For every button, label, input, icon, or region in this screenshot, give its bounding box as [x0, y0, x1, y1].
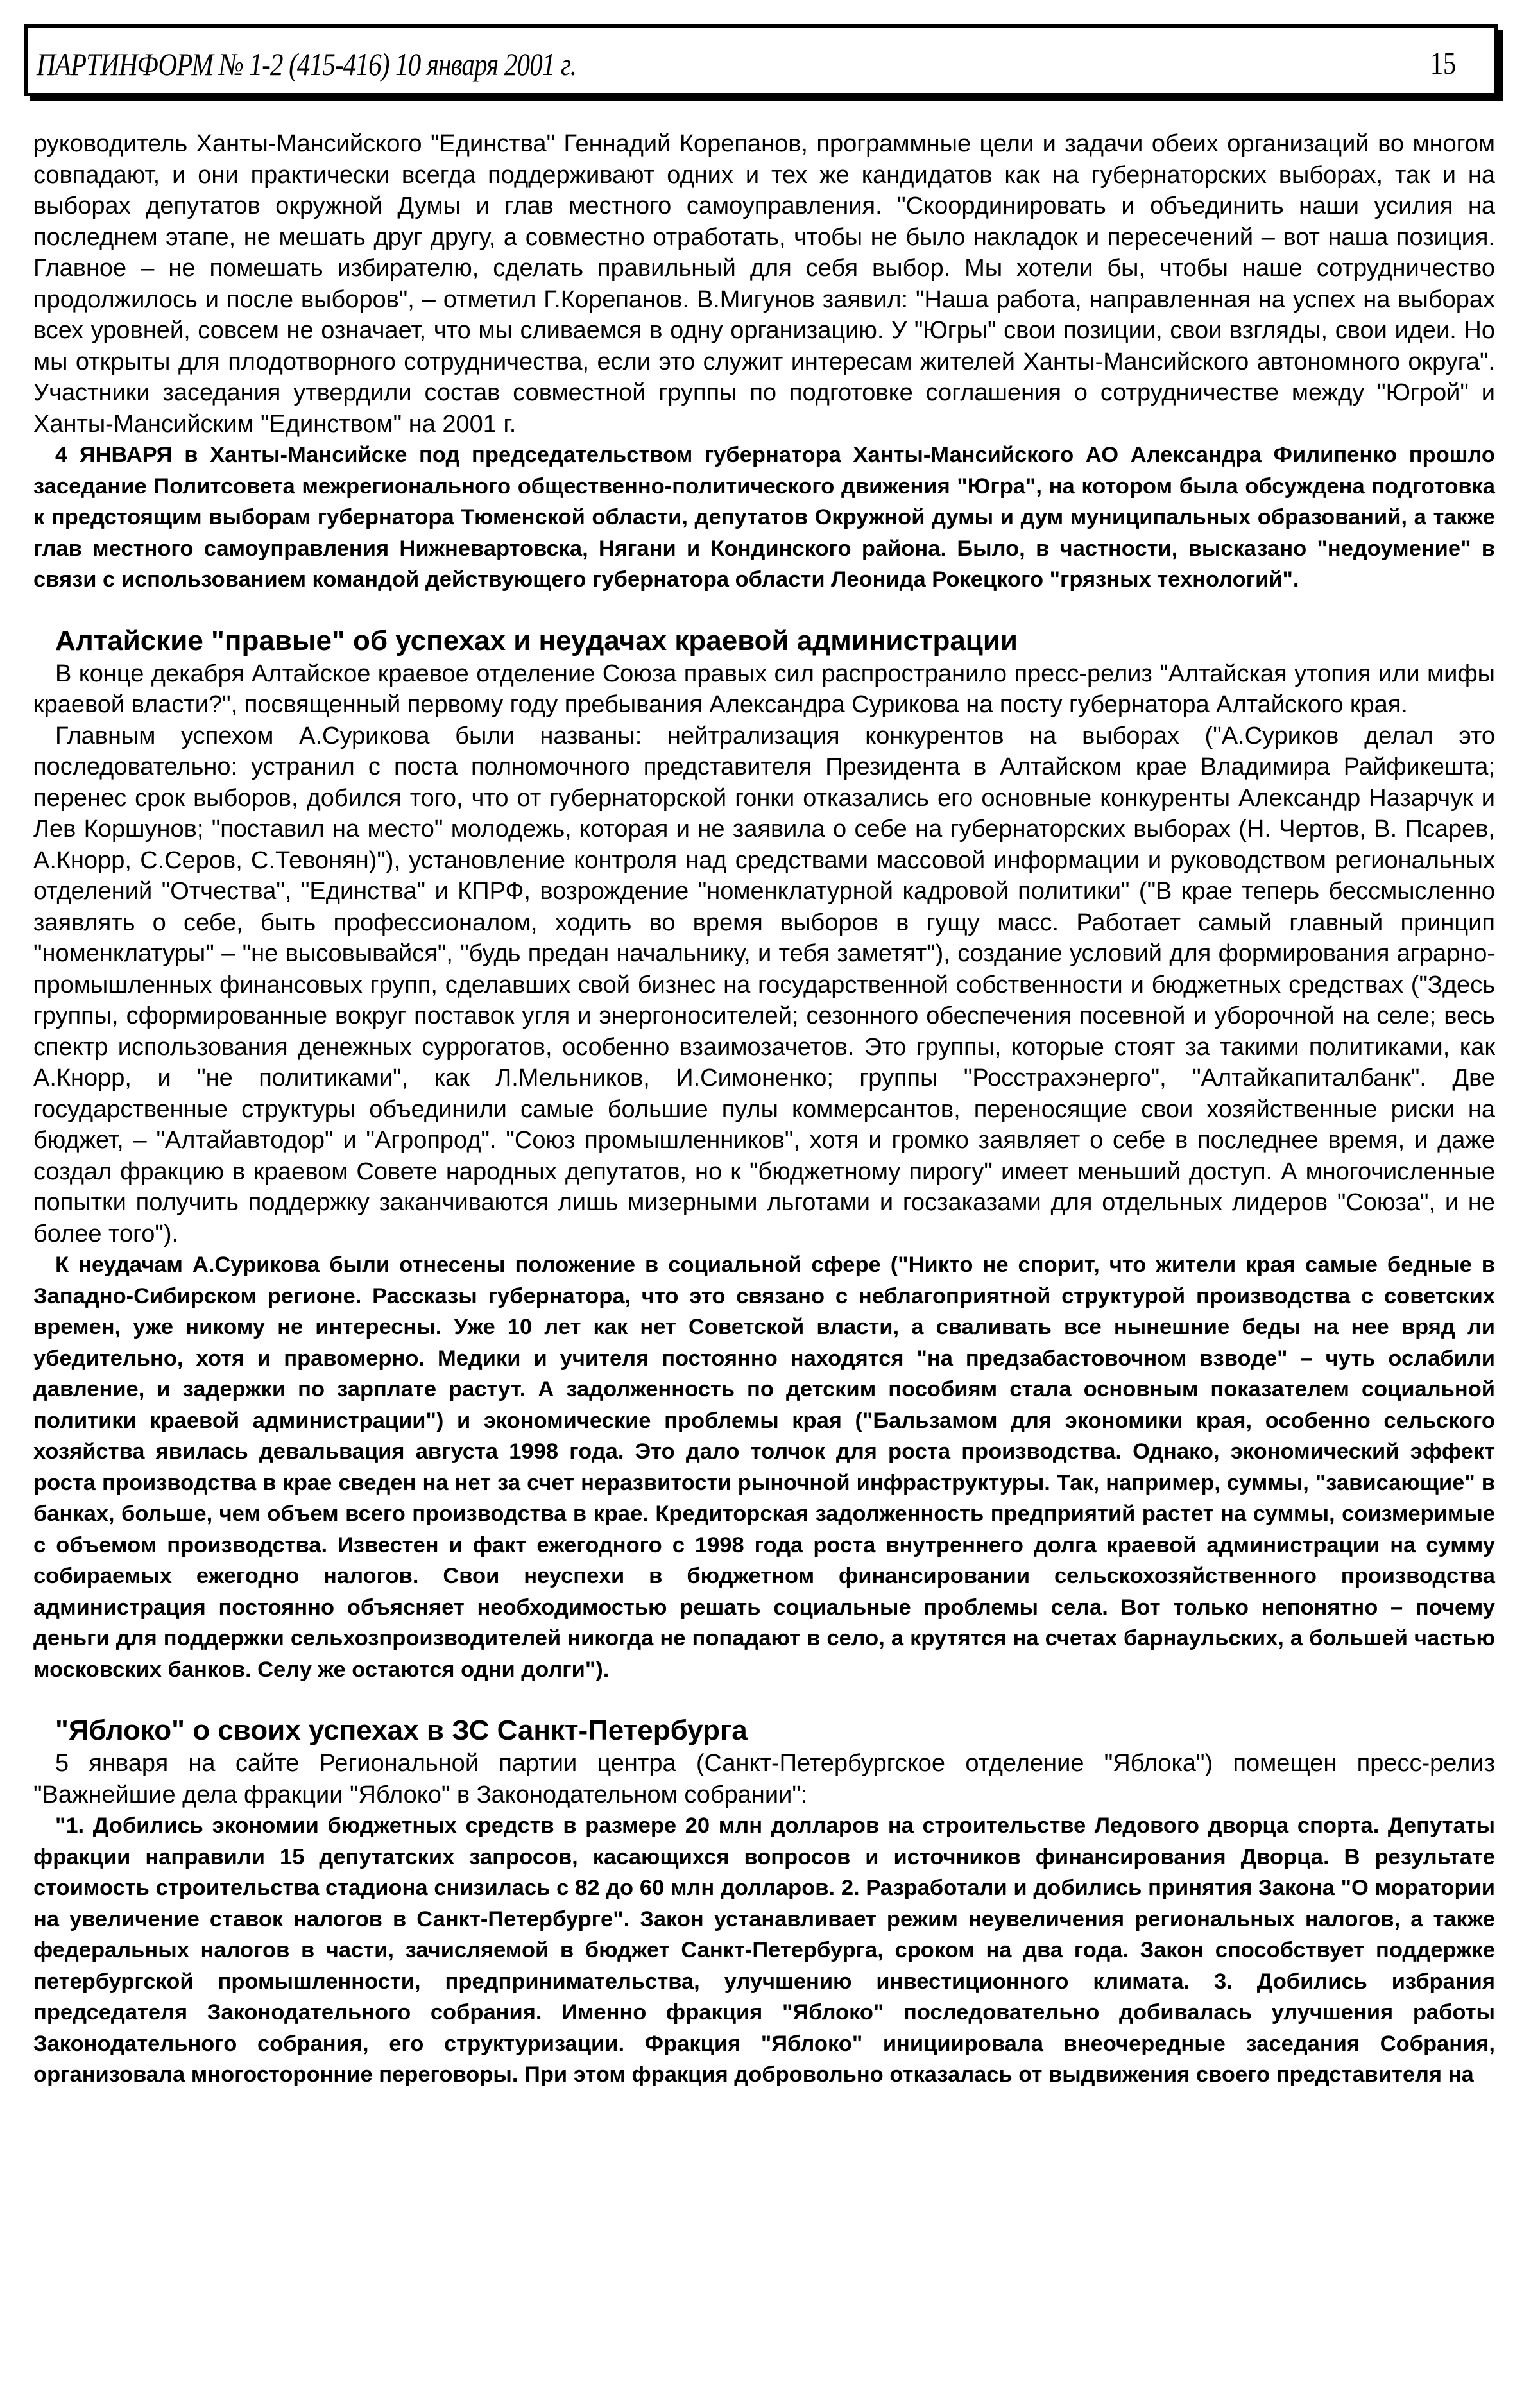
- page-number: 15: [1430, 45, 1456, 81]
- paragraph: Главным успехом А.Сурикова были названы: нейтрализация конкурентов на выборах ("А.Суриков делал это последовательно: устранил с поста полномочного представителя Президента в Алтайском крае Владимира Райфикешта; перенес срок выборов, добился того, что от губернаторской гонки отказались его основные конкуренты Александр Назарчук и Лев Коршунов; "поставил на место" молодежь, которая и не заявила о себе на губернаторских выборах (Н. Чертов, В. Псарев, А.Кнорр, С.Серов, С.Тевонян)"), установление контроля над средствами массовой информации и руководством региональных отделений "Отчества", "Единства" и КПРФ, возрождение "номенклатурной кадровой политики" ("В крае теперь бессмысленно заявлять о себе, быть профессионалом, ходить во время выборов в гущу масс. Работает самый главный принцип "номенклатуры" – "не высовывайся", "будь предан начальнику, и тебя заметят"), создание условий для формирования аграрно-промышленных финансовых групп, сделавших свой бизнес на государственной собственности и бюджетных средствах ("Здесь группы, сформированные вокруг поставок угля и энергоносителей; сезонного обеспечения посевной и уборочной на селе; весь спектр использования денежных суррогатов, особенно взаимозачетов. Это группы, которые стоят за такими политиками, как А.Кнорр, и "не политиками", как Л.Мельников, И.Симоненко; группы "Росстрахэнерго", "Алтайкапиталбанк". Две государственные структуры объединили самые большие пулы коммерсантов, переносящие свои хозяйственные риски на бюджет, – "Алтайавтодор" и "Агропрод". "Союз промышленников", хотя и громко заявляет о себе в последнее время, и даже создал фракцию в краевом Совете народных депутатов, но к "бюджетному пирогу" имеет меньший доступ. А многочисленные попытки получить поддержку заканчиваются лишь мизерными льготами и госзаказами для отдельных лидеров "Союза", и не более того").: [33, 722, 1495, 1247]
- paragraph-bold: 4 ЯНВАРЯ в Ханты-Мансийске под председательством губернатора Ханты-Мансийского АО Александра Филипенко прошло заседание Политсовета межрегионального общественно-политического движения "Югра", на котором была обсуждена подготовка к предстоящим выборам губернатора Тюменской области, депутатов Окружной думы и дум муниципальных образований, а также глав местного самоуправления Нижневартовска, Нягани и Кондинского района. Было, в частности, высказано "недоумение" в связи с использованием командой действующего губернатора области Леонида Рокецкого "грязных технологий".: [33, 443, 1495, 592]
- paragraph: В конце декабря Алтайское краевое отделение Союза правых сил распространило пресс-релиз "Алтайская утопия или мифы краевой власти?", посвященный первому году пребывания Александра Сурикова на посту губернатора Алтайского края.: [33, 660, 1495, 718]
- paragraph-bold: К неудачам А.Сурикова были отнесены положение в социальной сфере ("Никто не спорит, что жители края самые бедные в Западно-Сибирском регионе. Рассказы губернатора, что это связано с неблагоприятной структурой производства с советских времен, уже никому не интересны. Уже 10 лет как нет Советской власти, а сваливать все нынешние беды на нее вряд ли убедительно, хотя и правомерно. Медики и учителя постоянно находятся "на предзабастовочном взводе" – чуть ослабили давление, и задержки по зарплате растут. А задолженность по детским пособиям стала основным показателем социальной политики краевой администрации") и экономические проблемы края ("Бальзамом для экономики края, особенно сельского хозяйства явилась девальвация августа 1998 года. Это дало толчок для роста производства. Однако, экономический эффект роста производства в крае сведен на нет за счет неразвитости рыночной инфраструктуры. Так, например, суммы, "зависающие" в банках, больше, чем объем всего производства в крае. Кредиторская задолженность предприятий растет на суммы, соизмеримые с объемом производства. Известен и факт ежегодного с 1998 года роста внутреннего долга краевой администрации на сумму собираемых ежегодно налогов. Свои неуспехи в бюджетном финансировании сельскохозяйственного производства администрация постоянно объясняет необходимостью решать социальные проблемы села. Вот только непонятно – почему деньги для поддержки сельхозпроизводителей никогда не попадают в село, а крутятся на счетах барнаульских, а большей частью московских банков. Селу же остаются одни долги").: [33, 1253, 1495, 1682]
- heading-yabloko: "Яблоко" о своих успехах в ЗС Санкт-Петербурга: [55, 1715, 748, 1746]
- heading-altai: Алтайские "правые" об успехах и неудачах краевой администрации: [55, 624, 1018, 656]
- publication-title: ПАРТИНФОРМ № 1-2 (415-416) 10 января 2001 г.: [37, 46, 577, 82]
- paragraph: руководитель Ханты-Мансийского "Единства" Геннадий Корепанов, программные цели и задачи обеих организаций во многом совпадают, и они практически всегда поддерживают одних и тех же кандидатов как на губернаторских выборах, так и на выборах депутатов окружной Думы и глав местного самоуправления. "Скоординировать и объединить наши усилия на последнем этапе, не мешать друг другу, а совместно отработать, чтобы не было накладок и пересечений – вот наша позиция. Главное – не помешать избирателю, сделать правильный для себя выбор. Мы хотели бы, чтобы наше сотрудничество продолжилось и после выборов", – отметил Г.Корепанов. В.Мигунов заявил: "Наша работа, направленная на успех на выборах всех уровней, совсем не означает, что мы сливаемся в одну организацию. У "Югры" свои позиции, свои взгляды, свои идеи. Но мы открыты для плодотворного сотрудничества, если это служит интересам жителей Ханты-Мансийского автономного округа". Участники заседания утвердили состав совместной группы по подготовке соглашения о сотрудничестве между "Югрой" и Ханты-Мансийским "Единством" на 2001 г.: [33, 130, 1495, 438]
- page-header: [24, 24, 1498, 96]
- article-body: [33, 128, 1495, 2091]
- paragraph: 5 января на сайте Региональной партии центра (Санкт-Петербургское отделение "Яблока") помещен пресс-релиз "Важнейшие дела фракции "Яблоко" в Законодательном собрании":: [33, 1750, 1495, 1808]
- paragraph-bold-quote: "1. Добились экономии бюджетных средств в размере 20 млн долларов на строительстве Ледового дворца спорта. Депутаты фракции направили 15 депутатских запросов, касающихся вопросов и источников финансирования Дворца. В результате стоимость строительства стадиона снизилась с 82 до 60 млн долларов. 2. Разработали и добились принятия Закона "О моратории на увеличение ставок налогов в Санкт-Петербурге". Закон устанавливает режим неувеличения региональных налогов, а также федеральных налогов в части, зачисляемой в бюджет Санкт-Петербурга, сроком на два года. Закон способствует поддержке петербургской промышленности, предпринимательства, улучшению инвестиционного климата. 3. Добились избрания председателя Законодательного собрания. Именно фракция "Яблоко" последовательно добивалась улучшения работы Законодательного собрания, его структуризации. Фракция "Яблоко" инициировала внеочередные заседания Собрания, организовала многосторонние переговоры. При этом фракция добровольно отказалась от выдвижения своего представителя на: [33, 1813, 1495, 2087]
